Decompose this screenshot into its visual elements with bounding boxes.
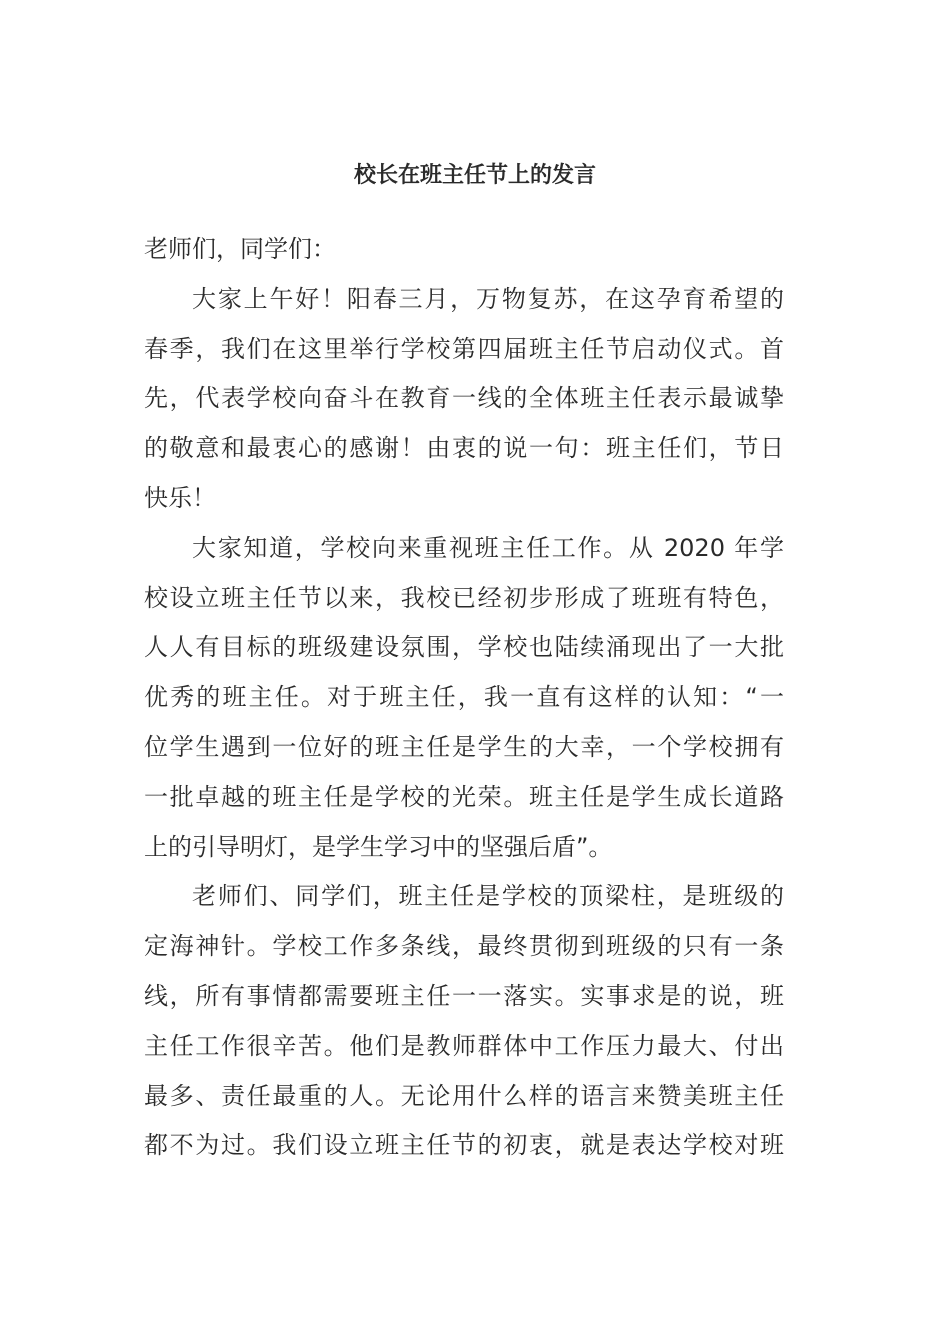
document-body [144,225,784,1171]
text-line: 优秀的班主任。对于班主任，我一直有这样的认知：“一 [144,683,784,712]
text-line: 大家上午好！阳春三月，万物复苏，在这孕育希望的 [192,284,784,313]
text-line: 的敬意和最衷心的感谢！由衷的说一句：班主任们，节日 [144,434,784,463]
text-line: 线，所有事情都需要班主任一一落实。实事求是的说，班 [144,981,784,1010]
text-line: 大家知道，学校向来重视班主任工作。从 2020 年学 [192,533,784,562]
text-line: 先，代表学校向奋斗在教育一线的全体班主任表示最诚挚 [144,384,784,413]
paragraph-1 [144,275,784,524]
text-line: 上的引导明灯，是学生学习中的坚强后盾”。 [144,832,613,861]
text-line: 定海神针。学校工作多条线，最终贯彻到班级的只有一条 [144,932,784,961]
text-line: 主任工作很辛苦。他们是教师群体中工作压力最大、付出 [144,1031,784,1060]
paragraph-3 [144,872,784,1171]
text-line: 校设立班主任节以来，我校已经初步形成了班班有特色， [144,583,784,612]
text-line: 位学生遇到一位好的班主任是学生的大幸，一个学校拥有 [144,732,784,761]
paragraph-2 [144,524,784,873]
text-line: 都不为过。我们设立班主任节的初衷，就是表达学校对班 [144,1131,784,1160]
text-line: 一批卓越的班主任是学校的光荣。班主任是学生成长道路 [144,782,784,811]
text-line: 老师们、同学们，班主任是学校的顶梁柱，是班级的 [192,882,784,911]
text-line: 最多、责任最重的人。无论用什么样的语言来赞美班主任 [144,1081,784,1110]
text-line: 人人有目标的班级建设氛围，学校也陆续涌现出了一大批 [144,633,784,662]
text-line: 春季，我们在这里举行学校第四届班主任节启动仪式。首 [144,334,784,363]
document-title: 校长在班主任节上的发言 [353,163,596,188]
salutation: 老师们，同学们： [144,235,336,263]
text-line: 快乐！ [144,483,216,512]
